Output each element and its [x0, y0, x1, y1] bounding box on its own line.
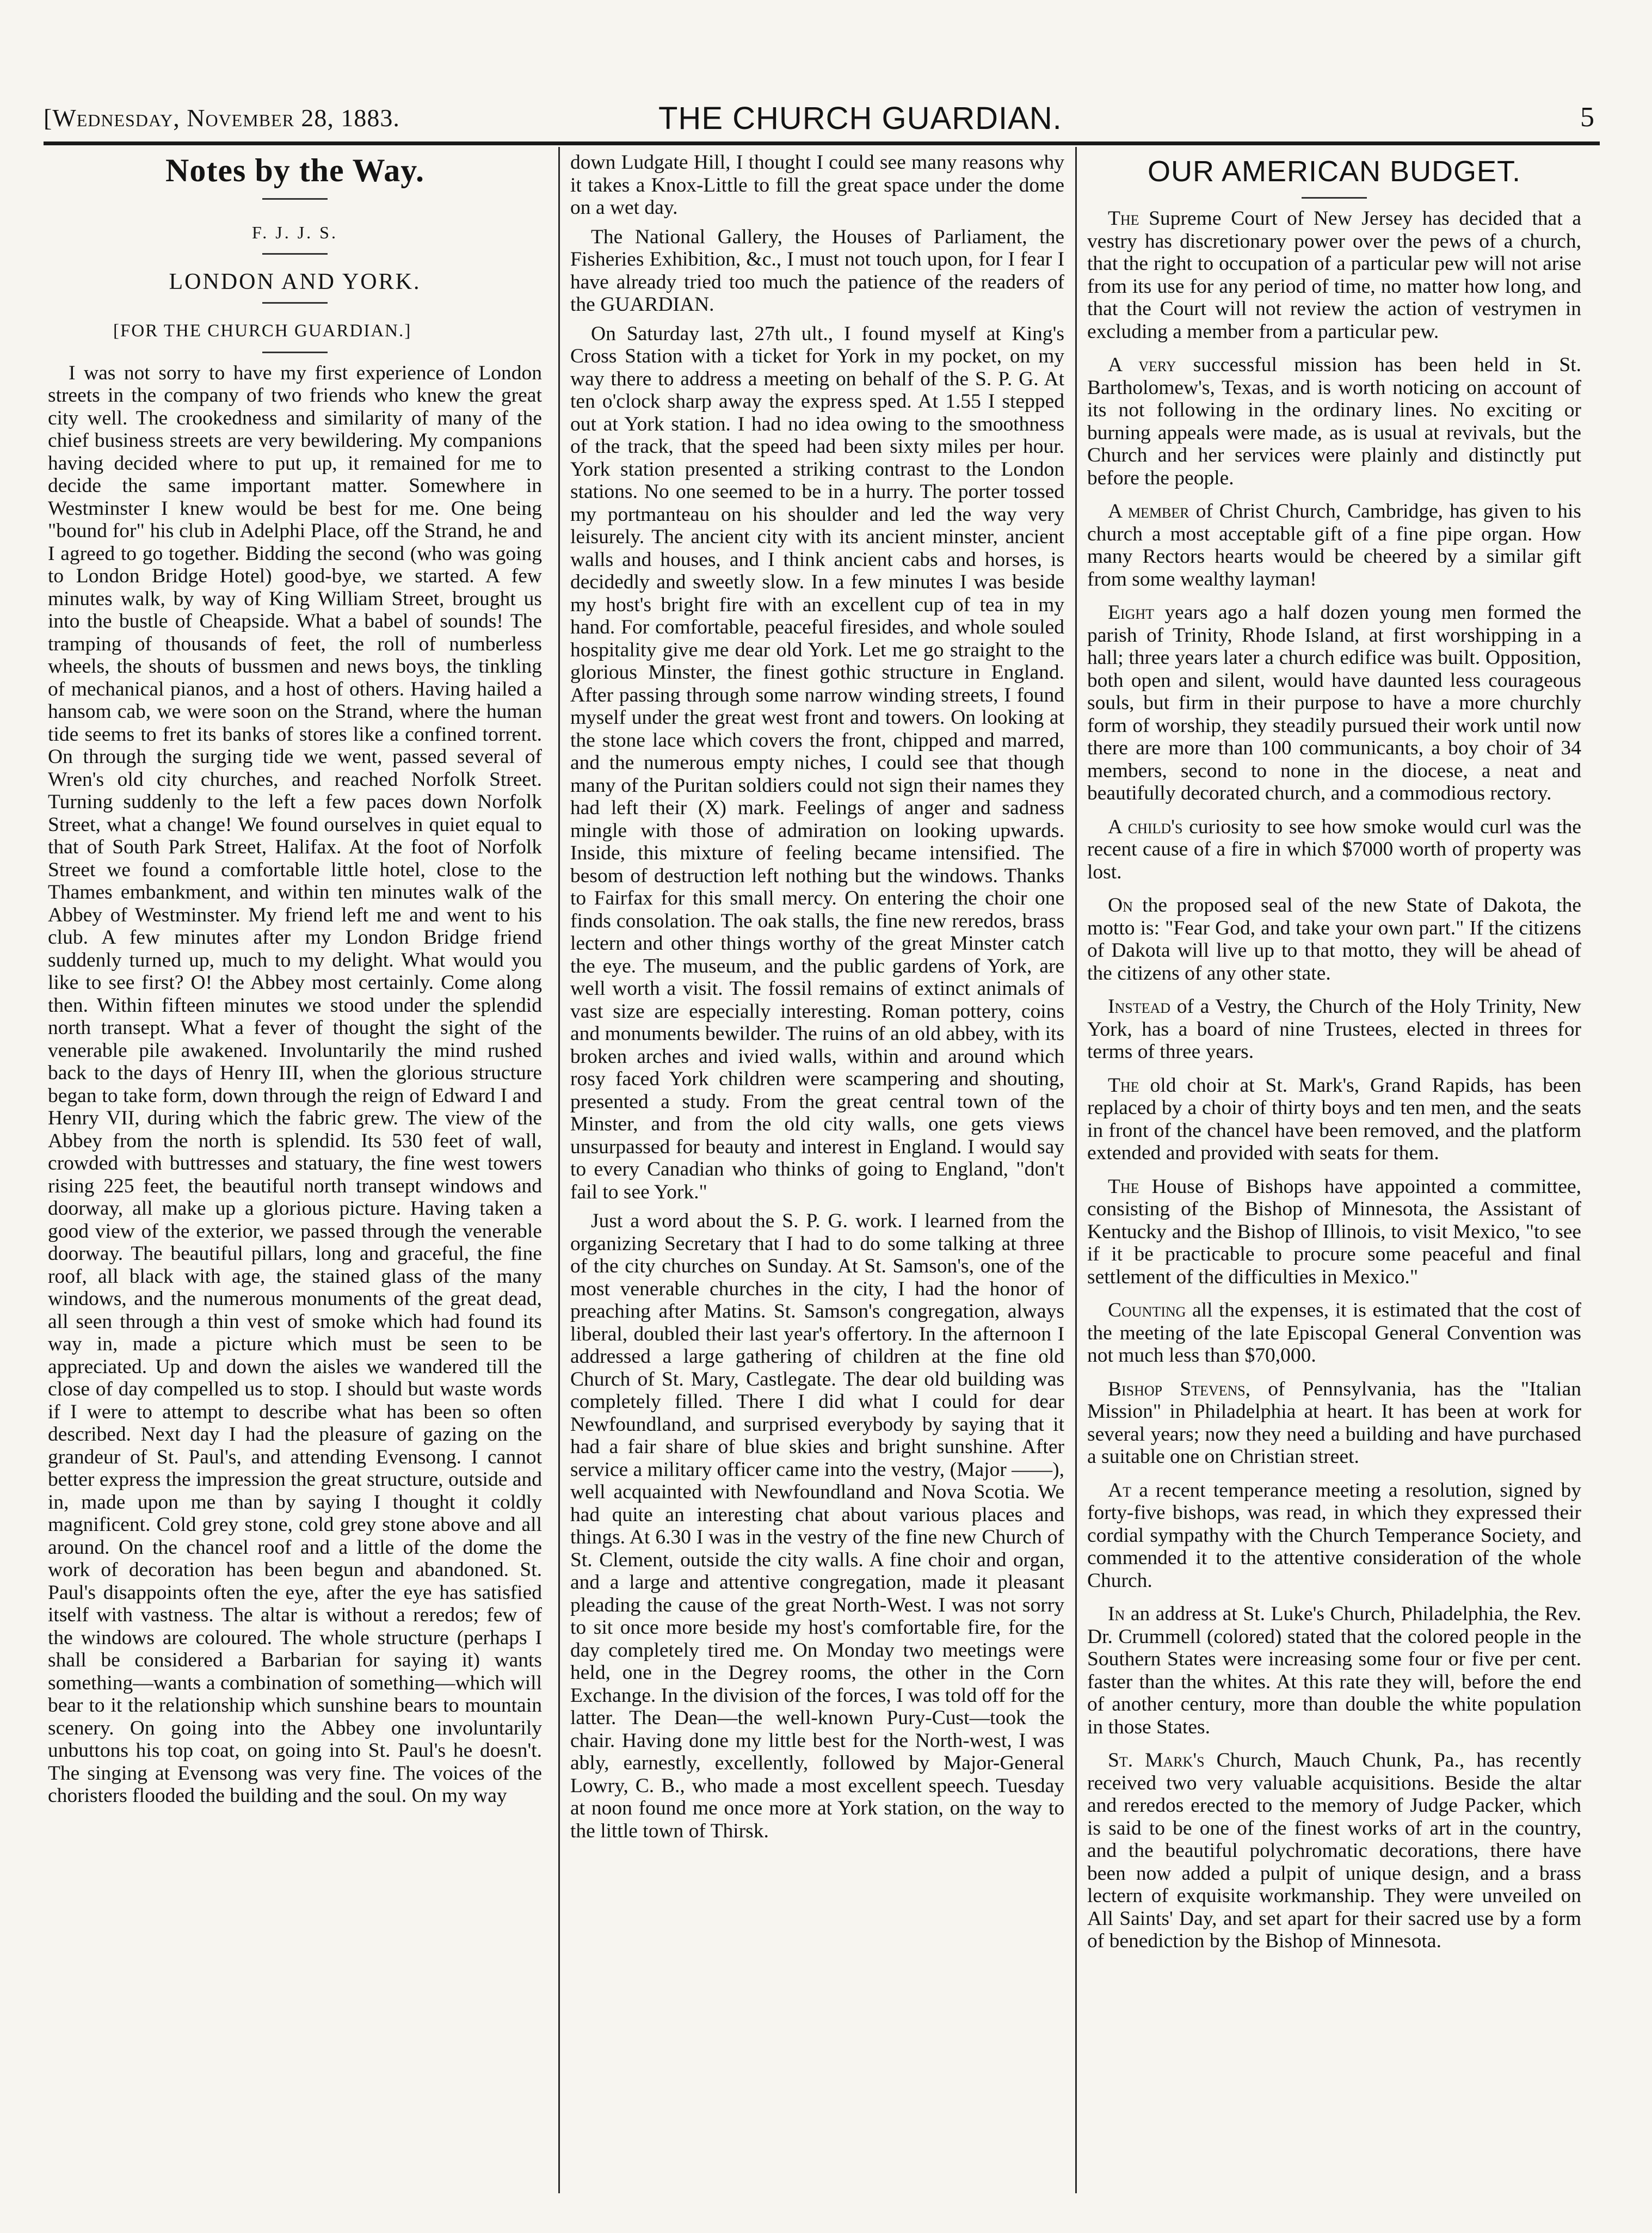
column-1: [48, 151, 542, 2209]
news-item-lead: The: [1108, 1074, 1139, 1097]
news-item-text: an address at St. Luke's Church, Philadelphia, the Rev. Dr. Crummell (colored) stated that the colored people in the Southern States were increasing some four or five per cent. faster than the whites. At this rate they will, before the end of another century, more than double the white population in those States.: [1087, 1603, 1581, 1738]
article-paragraph: I was not sorry to have my first experience of London streets in the company of two friends who knew the great city well. The crookedness and similarity of many of the chief business streets are very bewildering. My companions having decided where to put up, it remained for me to decide the same important matter. Somewhere in Westminster I knew would be best for me. One being "bound for" his club in Adelphi Place, off the Strand, he and I agreed to go together. Bidding the second (who was going to London Bridge Hotel) good-bye, we started. A few minutes walk, by way of King William Street, brought us into the bustle of Cheapside. What a babel of sounds! The tramping of thousands of feet, the roll of numberless wheels, the shouts of bussmen and news boys, the tinkling of mechanical pianos, and a host of others. Having hailed a hansom cab, we were soon on the Strand, where the human tide seems to fret its banks of stores like a confined torrent. On through the surging tide we went, passed several of Wren's old city churches, and reached Norfolk Street. Turning suddenly to the left a few paces down Norfolk Street, what a change! We found ourselves in quiet equal to that of South Park Street, Halifax. At the foot of Norfolk Street we found a comfortable little hotel, close to the Thames embankment, and within ten minutes walk of the Abbey of Westminster. My friend left me and went to his club. A few minutes after my London Bridge friend suddenly turned up, much to my delight. What would you like to see first? O! the Abbey most certainly. Come along then. Within fifteen minutes we stood under the splendid north transept. What a fever of thought the sight of the venerable pile awakened. Involuntarily the mind rushed back to the days of Henry III, when the glorious structure began to take form, down through the reign of Edward I and Henry VII, during which the fabric grew. The view of the Abbey from the north is splendid. Its 530 feet of wall, crowded with buttresses and statuary, the fine west towers rising 225 feet, the beautiful north transept windows and doorway, all make up a glorious picture. Having taken a good view of the exterior, we passed through the venerable doorway. The beautiful pillars, long and graceful, the fine roof, all black with age, the stained glass of the many windows, and the numerous monuments of the great dead, all seen through a thin vest of smoke which had found its way in, made a picture which must be seen to be appreciated. Up and down the aisles we wandered till the close of day compelled us to stop. I should but waste words if I were to attempt to describe what has been so often described. Next day I had the pleasure of gazing on the grandeur of St. Paul's, and attending Evensong. I cannot better express the impression the great structure, outside and in, made upon me than by saying I thought it coldly magnificent. Cold grey stone, cold grey stone above and all around. On the chancel roof and a little of the dome the work of decoration has been begun and abandoned. St. Paul's disappoints often the eye, after the eye has satisfied itself with vastness. The altar is without a reredos; few of the windows are coloured. The whole structure (perhaps I shall be considered a Barbarian for saying it) wants something—wants a combination of something—which will bear to it the relationship which sunshine bears to mountain scenery. On going into the Abbey one involuntarily unbuttons his top coat, on going into St. Paul's he doesn't. The singing at Evensong was very fine. The voices of the choristers flooded the building and the soul. On my way: [48, 361, 542, 1807]
news-item-lead: The: [1108, 1175, 1139, 1198]
news-item-text: all the expenses, it is estimated that the cost of the meeting of the late Episcopal General Convention was not much less than $70,000.: [1087, 1299, 1581, 1367]
news-item-lead: In: [1108, 1603, 1125, 1625]
news-item-lead: On: [1108, 894, 1133, 916]
heading-rule: [262, 253, 328, 255]
news-item: [1087, 207, 1581, 343]
news-item-text: the proposed seal of the new State of Dakota, the motto is: "Fear God, and take your own part." If the citizens of Dakota will live up to that motto, they will be ahead of the citizens of any other state.: [1087, 894, 1581, 985]
news-item: [1087, 995, 1581, 1063]
news-item-text: House of Bishops have appointed a committee, consisting of the Bishop of Minnesota, the Assistant of Kentucky and the Bishop of Illinois, to visit Mexico, "to see if it be practicable to procure some peaceful and final settlement of the difficulties in Mexico.": [1087, 1175, 1581, 1288]
notes-byline: F. J. J. S.: [252, 223, 338, 242]
news-item: [1087, 354, 1581, 489]
masthead-paper-title: THE CHURCH GUARDIAN.: [658, 101, 1062, 136]
news-item: [1087, 894, 1581, 985]
article-paragraph: The National Gallery, the Houses of Parliament, the Fisheries Exhibition, &c., I must not touch upon, for I fear I have already tried too much the patience of the readers of the GUARDIAN.: [570, 225, 1064, 316]
heading-rule: [262, 302, 328, 304]
news-item-text: old choir at St. Mark's, Grand Rapids, has been replaced by a choir of thirty boys and ten men, and the seats in front of the chancel have been removed, and the platform extended and provided with seats for them.: [1087, 1074, 1581, 1164]
news-item-text: years ago a half dozen young men formed the parish of Trinity, Rhode Island, at first worshipping in a hall; three years later a church edifice was built. Opposition, both open and silent, would have daunted less courageous souls, but firm in their purpose to have a more churchly form of worship, they steadily pursued their work until now there are more than 100 communicants, a boy choir of 34 members, second to none in the diocese, a neat and beautifully decorated church, and a commodious rectory.: [1087, 601, 1581, 804]
news-item-lead: Instead: [1108, 995, 1171, 1018]
news-item: [1087, 1749, 1581, 1953]
news-item-lead: Eight: [1108, 601, 1154, 624]
news-item-lead: Counting: [1108, 1299, 1186, 1321]
masthead: [44, 103, 1600, 145]
news-item-text: Church, Mauch Chunk, Pa., has recently received two very valuable acquisitions. Beside the altar and reredos erected to the memory of Judge Packer, which is said to be one of the finest works of art in the country, and the beautiful polychromatic decorations, there have been now added a pulpit of unique design, and a brass lectern of exquisite workmanship. They were unveiled on All Saints' Day, and set apart for their sacred use by a form of benediction by the Bishop of Minnesota.: [1087, 1749, 1581, 1952]
column-divider: [558, 147, 560, 2193]
column-2: [570, 151, 1064, 2209]
news-item-text: a recent temperance meeting a resolution, signed by forty-five bishops, was read, in which they expressed their cordial sympathy with the Church Temperance Society, and commended it to the attentive consideration of the whole Church.: [1087, 1479, 1581, 1592]
news-item-lead: A child's: [1108, 815, 1183, 838]
american-budget-heading: OUR AMERICAN BUDGET.: [1147, 155, 1521, 188]
masthead-date: [Wednesday, November 28, 1883.: [44, 104, 400, 132]
news-item: [1087, 601, 1581, 805]
news-item: [1087, 1299, 1581, 1367]
masthead-page-number: 5: [1580, 102, 1594, 133]
news-item-text: , of Pennsylvania, has the "Italian Mission" in Philadelphia at heart. It has been at work for several years; now they need a building and have purchased a suitable one on Christian street.: [1087, 1377, 1581, 1468]
heading-rule: [262, 198, 328, 200]
news-item: [1087, 816, 1581, 884]
notes-heading: Notes by the Way.: [165, 152, 424, 188]
news-item: [1087, 1378, 1581, 1468]
news-item: [1087, 1603, 1581, 1738]
column-3: [1087, 151, 1581, 2209]
news-item-lead: St. Mark's: [1108, 1749, 1205, 1771]
news-item-lead: A very: [1108, 354, 1176, 376]
news-item-text: Supreme Court of New Jersey has decided that a vestry has discretionary power over the pews of a church, that the right to occupation of a particular pew will not arise from its use for any period of time, no matter how long, and that the Court will not review the action of vestrymen in excluding a member from a particular pew.: [1087, 207, 1581, 343]
news-item-lead: The: [1108, 207, 1139, 230]
news-item-text: curiosity to see how smoke would curl was the recent cause of a fire in which $7000 worth of property was lost.: [1087, 815, 1581, 883]
heading-rule: [1302, 197, 1367, 199]
news-item-lead: A member: [1108, 500, 1189, 522]
article-paragraph: On Saturday last, 27th ult., I found myself at King's Cross Station with a ticket for York in my pocket, on my way there to address a meeting on behalf of the S. P. G. At ten o'clock sharp away the express sped. At 1.55 I stepped out at York station. I had no idea owing to the smoothness of the track, that the speed had been sixty miles per hour. York station presented a striking contrast to the London stations. No one seemed to be in a hurry. The porter tossed my portmanteau on his shoulder and led the way very leisurely. The ancient city with its ancient minster, ancient walls and houses, and I think ancient cabs and horses, is decidedly and sweetly slow. In a few minutes I was beside my host's bright fire with an excellent cup of tea in my hand. For comfortable, peaceful firesides, and whole souled hospitality give me dear old York. Let me go straight to the glorious Minster, the finest gothic structure in England. After passing through some narrow winding streets, I found myself under the great west front and towers. On looking at the stone lace which covers the front, chipped and marred, and the numerous empty niches, I could see that though many of the Puritan soldiers could not sign their names they had left their (X) mark. Feelings of anger and sadness mingle with those of admiration on looking upwards. Inside, this mixture of feeling became intensified. The besom of destruction left nothing but the windows. Thanks to Fairfax for this small mercy. On entering the choir one finds consolation. The oak stalls, the fine new reredos, brass lectern and other things worthy of the great Minster catch the eye. The museum, and the public gardens of York, are well worth a visit. The fossil remains of extinct animals of vast size are especially interesting. Roman pottery, coins and monuments bewilder. The ruins of an old abbey, with its broken arches and ivied walls, within and around which rosy faced York children were scampering and shouting, presented a study. From the great central town of the Minster, and from the old city walls, one gets views unsurpassed for beauty and interest in England. I would say to every Canadian who thinks of going to England, "don't fail to see York.": [570, 322, 1064, 1203]
news-item: [1087, 500, 1581, 590]
article-paragraph: Just a word about the S. P. G. work. I learned from the organizing Secretary that I had to do some talking at three of the city churches on Sunday. At St. Samson's, one of the most venerable churches in the city, I had the honor of preaching after Matins. St. Samson's congregation, always liberal, doubled their last year's offertory. In the afternoon I addressed a large gathering of children at the fine old Church of St. Mary, Castlegate. The dear old building was completely filled. There I did what I could for dear Newfoundland, and surprised everybody by saying that it had a fair share of blue skies and bright sunshine. After service a military officer came into the vestry, (Major ——), well acquainted with Newfoundland and Nova Scotia. We had quite an interesting chat about various places and things. At 6.30 I was in the vestry of the fine new Church of St. Clement, outside the city walls. A fine choir and organ, and a large and attentive congregation, made it pleasant pleading the cause of the great North-West. I was not sorry to sit once more beside my host's comfortable fire, for the day completely tired me. On Monday two meetings were held, one in the Degrey rooms, the other in the Corn Exchange. In the division of the forces, I was told off for the latter. The Dean—the well-known Pury-Cust—took the chair. Having done my little best for the North-west, I was ably, earnestly, excellently, followed by Major-General Lowry, C. B., who made a most excellent speech. Tuesday at noon found me once more at York station, on the way to the little town of Thirsk.: [570, 1210, 1064, 1842]
news-item-text: of a Vestry, the Church of the Holy Trinity, New York, has a board of nine Trustees, elected in threes for terms of three years.: [1087, 995, 1581, 1063]
article-title: LONDON AND YORK.: [169, 269, 421, 294]
news-item-lead: At: [1108, 1479, 1131, 1502]
news-item-lead: Bishop Stevens: [1108, 1377, 1246, 1400]
news-item: [1087, 1176, 1581, 1289]
news-item: [1087, 1074, 1581, 1165]
heading-rule: [262, 352, 328, 353]
article-source-line: [FOR THE CHURCH GUARDIAN.]: [113, 321, 412, 341]
news-item: [1087, 1479, 1581, 1592]
article-paragraph: down Ludgate Hill, I thought I could see many reasons why it takes a Knox-Little to fill the great space under the dome on a wet day.: [570, 151, 1064, 219]
news-item-text: of Christ Church, Cambridge, has given to his church a most acceptable gift of a fine pipe organ. How many Rectors hearts would be cheered by a similar gift from some wealthy layman!: [1087, 500, 1581, 590]
column-divider: [1075, 147, 1077, 2193]
news-item-text: successful mission has been held in St. Bartholomew's, Texas, and is worth noticing on account of its not following in the ordinary lines. No exciting or burning appeals were made, as is usual at revivals, but the Church and her services were plainly and distinctly put before the people.: [1087, 354, 1581, 489]
